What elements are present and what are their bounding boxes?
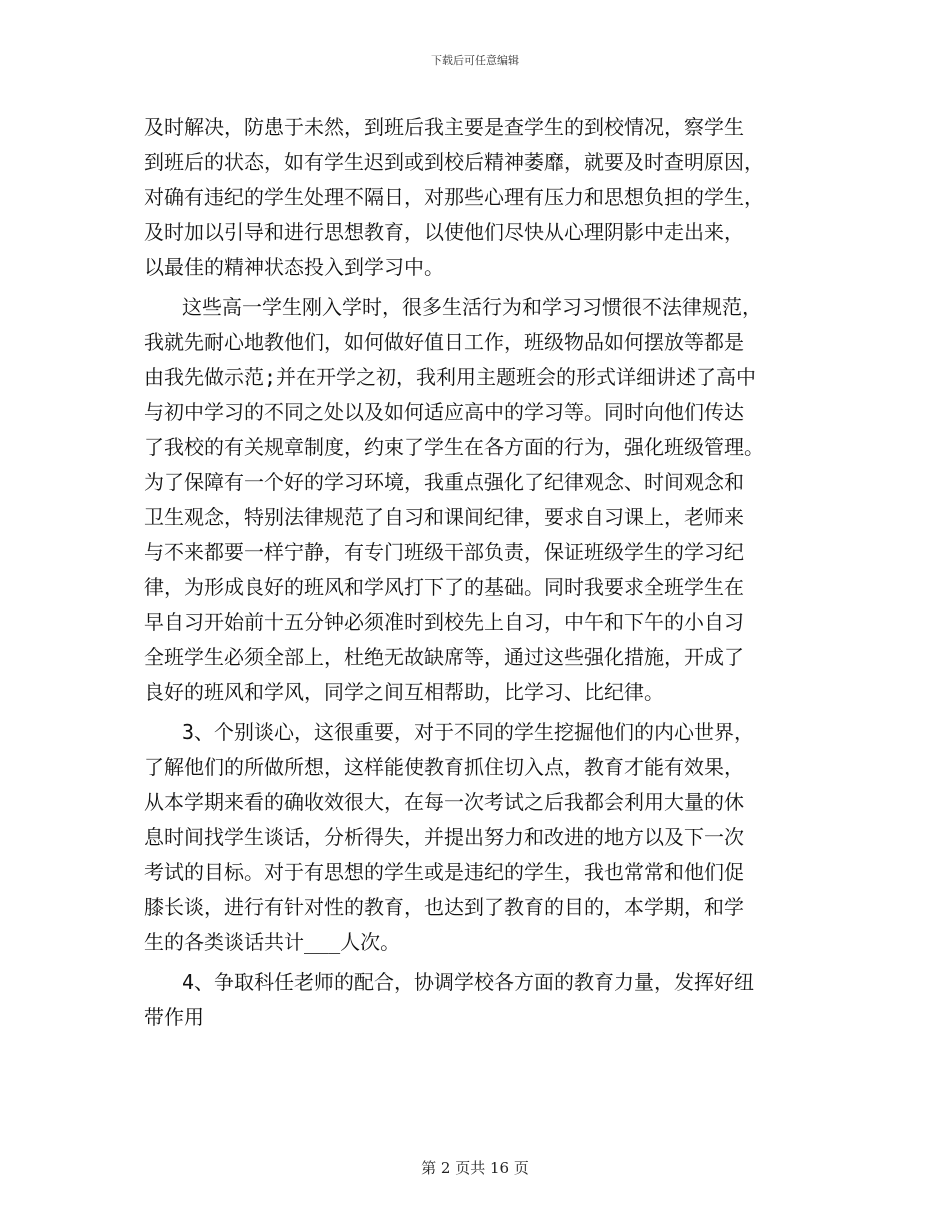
paragraph xyxy=(144,290,814,710)
text-line: 息时间找学生谈话，分析得失，并提出努力和改进的地方以及下一次 xyxy=(144,825,744,849)
text-line: 带作用 xyxy=(144,1005,204,1029)
text-line: 由我先做示范;并在开学之初，我利用主题班会的形式详细讲述了高中 xyxy=(144,365,757,389)
text-line: 我就先耐心地教他们，如何做好值日工作，班级物品如何摆放等都是 xyxy=(144,330,744,354)
text-line: 4、争取科任老师的配合，协调学校各方面的教育力量，发挥好纽 xyxy=(182,970,755,994)
text-line: 为了保障有一个好的学习环境，我重点强化了纪律观念、时间观念和 xyxy=(144,470,744,494)
paragraph xyxy=(144,715,814,960)
paragraph xyxy=(144,110,814,285)
text-line: 这些高一学生刚入学时，很多生活行为和学习习惯很不法律规范， xyxy=(182,295,762,319)
text-line: 良好的班风和学风，同学之间互相帮助，比学习、比纪律。 xyxy=(144,680,664,704)
text-line: 到班后的状态，如有学生迟到或到校后精神萎靡，就要及时查明原因， xyxy=(144,150,764,174)
text-line: 全班学生必须全部上，杜绝无故缺席等，通过这些强化措施，开成了 xyxy=(144,645,744,669)
text-line: 考试的目标。对于有思想的学生或是违纪的学生，我也常常和他们促 xyxy=(144,860,744,884)
text-line: 对确有违纪的学生处理不隔日，对那些心理有压力和思想负担的学生， xyxy=(144,185,764,209)
page-footer: 第 2 页共 16 页 xyxy=(421,1159,529,1177)
text-line: 3、个别谈心，这很重要，对于不同的学生挖掘他们的内心世界， xyxy=(182,720,755,744)
text-line: 了解他们的所做所想，这样能使教育抓住切入点，教育才能有效果， xyxy=(144,755,744,779)
document-body xyxy=(144,110,814,1035)
text-line: 及时加以引导和进行思想教育，以使他们尽快从心理阴影中走出来， xyxy=(144,220,744,244)
text-line: 了我校的有关规章制度，约束了学生在各方面的行为，强化班级管理。 xyxy=(144,435,764,459)
text-line: 与初中学习的不同之处以及如何适应高中的学习等。同时向他们传达 xyxy=(144,400,744,424)
text-line: 及时解决，防患于未然，到班后我主要是查学生的到校情况，察学生 xyxy=(144,115,744,139)
text-line: 膝长谈，进行有针对性的教育，也达到了教育的目的，本学期，和学 xyxy=(144,895,744,919)
text-line: 从本学期来看的确收效很大，在每一次考试之后我都会利用大量的休 xyxy=(144,790,744,814)
paragraph xyxy=(144,965,814,1035)
text-line: 以最佳的精神状态投入到学习中。 xyxy=(144,255,444,279)
text-line: 早自习开始前十五分钟必须准时到校先上自习，中午和下午的小自习 xyxy=(144,610,744,634)
text-line: 生的各类谈话共计___人次。 xyxy=(144,930,401,954)
text-line: 卫生观念，特别法律规范了自习和课间纪律，要求自习课上，老师来 xyxy=(144,505,744,529)
page-header: 下载后可任意编辑 xyxy=(431,54,519,67)
text-line: 与不来都要一样宁静，有专门班级干部负责，保证班级学生的学习纪 xyxy=(144,540,744,564)
text-line: 律，为形成良好的班风和学风打下了的基础。同时我要求全班学生在 xyxy=(144,575,744,599)
